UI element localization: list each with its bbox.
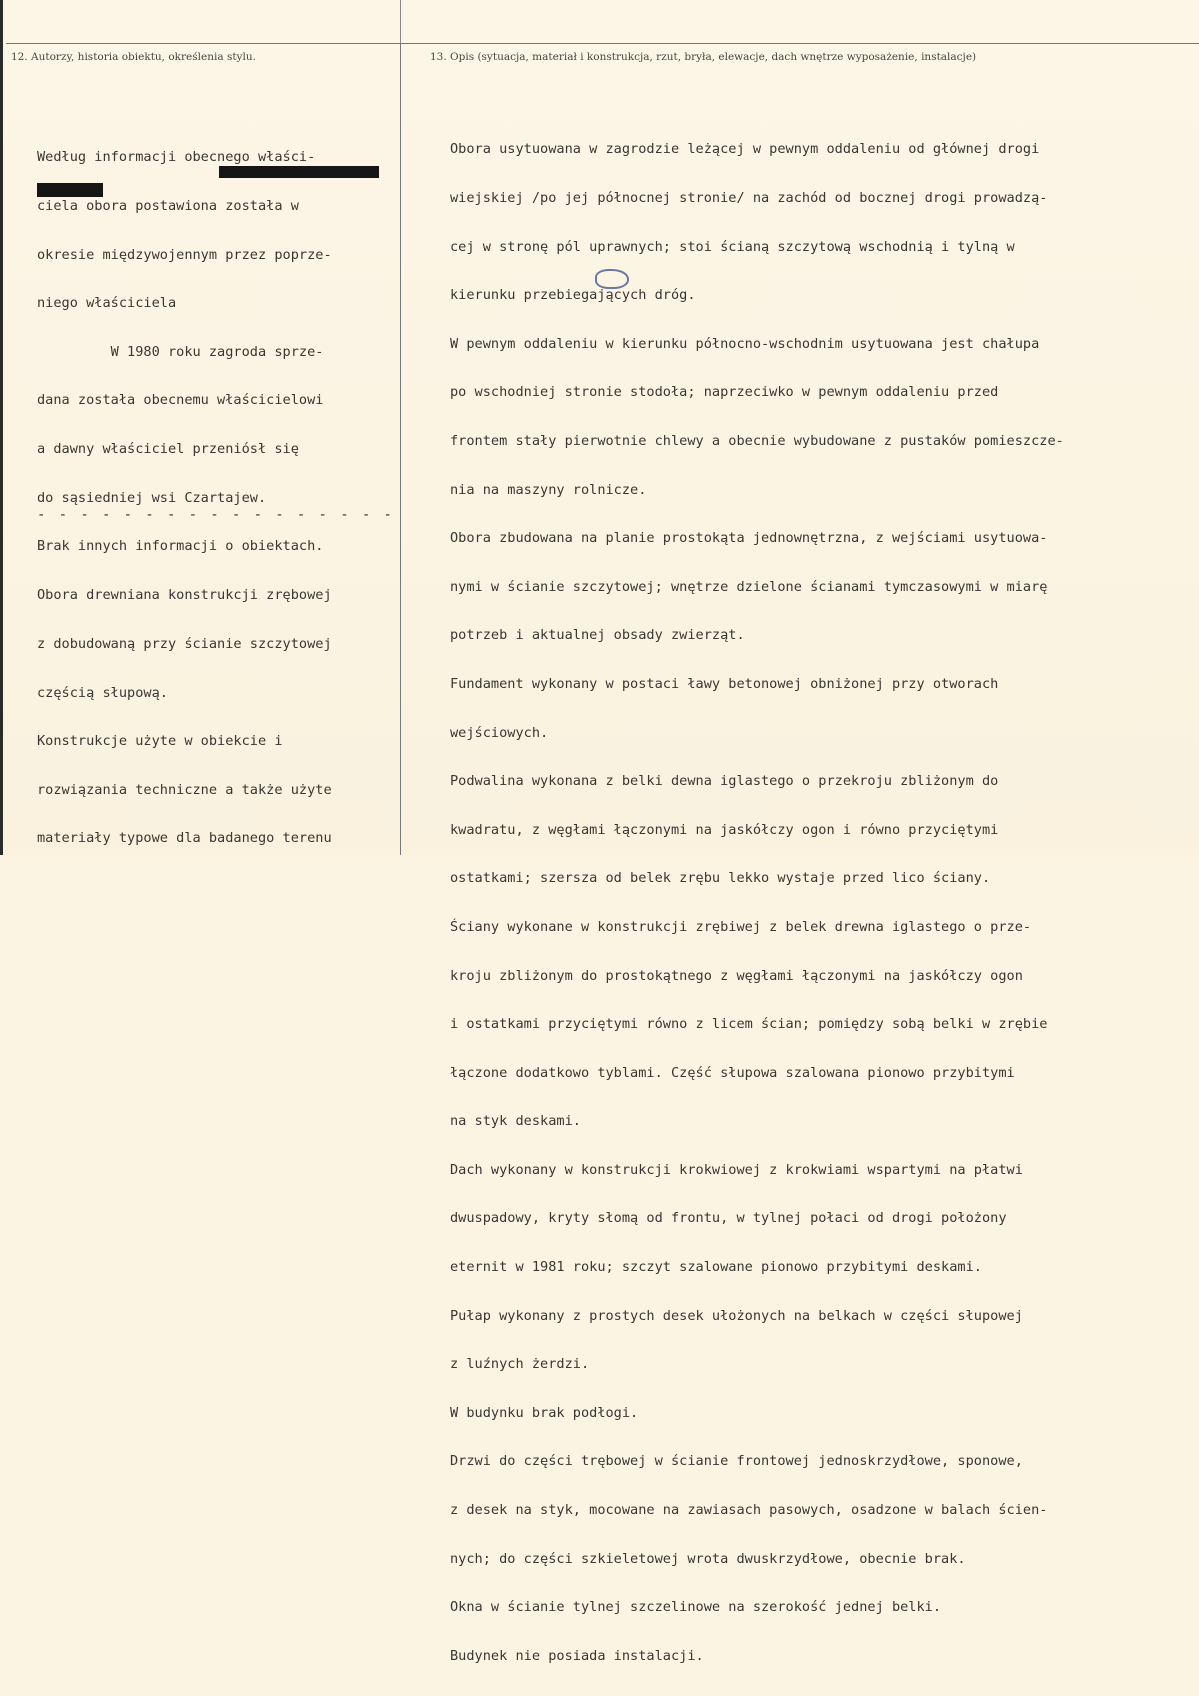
description-line: Obora zbudowana na planie prostokąta jednownętrzna, z wejściami usytuowa- xyxy=(450,530,1048,547)
history-line: okresie międzywojennym przez poprze- xyxy=(37,246,332,263)
style-line: z dobudowaną przy ścianie szczytowej xyxy=(37,636,332,652)
section-12-heading: 12. Autorzy, historia obiektu, określenia stylu. xyxy=(11,51,256,63)
history-line: W 1980 roku zagroda sprze- xyxy=(37,343,324,360)
section-divider: - - - - - - - - - - - - - - - - - xyxy=(37,507,395,523)
description-line: W pewnym oddaleniu w kierunku północno-wschodnim usytuowana jest chałupa xyxy=(450,335,1040,352)
redaction-bar xyxy=(219,166,379,178)
description-line: ostatkami; szersza od belek zrębu lekko wystaje przed lico ściany. xyxy=(450,870,991,887)
description-line: z luźnych żerdzi. xyxy=(450,1356,590,1373)
description-line: łączone dodatkowo tyblami. Część słupowa szalowana pionowo przybitymi xyxy=(450,1064,1015,1081)
history-line: Według informacji obecnego właści- xyxy=(37,149,316,166)
description-line: nymi w ścianie szczytowej; wnętrze dzielone ścianami tymczasowymi w miarę xyxy=(450,578,1048,595)
redaction-bar xyxy=(37,183,103,197)
description-line: Budynek nie posiada instalacji. xyxy=(450,1647,704,1664)
description-line: W budynku brak podłogi. xyxy=(450,1404,639,1421)
description-line: kwadratu, z węgłami łączonymi na jaskółczy ogon i równo przyciętymi xyxy=(450,821,999,838)
description-line: cej w stronę pól uprawnych; stoi ścianą szczytową wschodnią i tylną w xyxy=(450,238,1015,255)
column-divider xyxy=(400,43,401,855)
description-line: po wschodniej stronie stodoła; naprzeciwko w pewnym oddaleniu przed xyxy=(450,384,999,401)
history-line: do sąsiedniej wsi Czartajew. xyxy=(37,489,267,506)
history-line: Brak innych informacji o obiektach. xyxy=(37,538,324,555)
description-line: nych; do części szkieletowej wrota dwuskrzydłowe, obecnie brak. xyxy=(450,1550,966,1567)
description-line: kroju zbliżonym do prostokątnego z węgłami łączonymi na jaskółczy ogon xyxy=(450,967,1023,984)
description-line: Drzwi do części trębowej w ścianie frontowej jednoskrzydłowe, sponowe, xyxy=(450,1453,1023,1470)
history-line: ciela obora postawiona została w xyxy=(37,198,299,214)
description-line: dwuspadowy, kryty słomą od frontu, w tylnej połaci od drogi położony xyxy=(450,1210,1007,1227)
style-line: Konstrukcje użyte w obiekcie i xyxy=(37,733,283,750)
description-line: Obora usytuowana w zagrodzie leżącej w pewnym oddaleniu od głównej drogi xyxy=(450,141,1040,158)
description-line: frontem stały pierwotnie chlewy a obecnie wybudowane z pustaków pomieszcze- xyxy=(450,432,1064,449)
description-line: Pułap wykonany z prostych desek ułożonych na belkach w części słupowej xyxy=(450,1307,1023,1324)
section-13-heading: 13. Opis (sytuacja, materiał i konstrukcja, rzut, bryła, elewacje, dach wnętrze wyposażenie, instalacje) xyxy=(430,51,977,63)
description-line: potrzeb i aktualnej obsady zwierząt. xyxy=(450,627,745,644)
column-divider-top xyxy=(400,0,401,43)
style-text xyxy=(37,555,332,879)
style-line: rozwiązania techniczne a także użyte xyxy=(37,781,332,798)
style-line: materiały typowe dla badanego terenu xyxy=(37,830,332,847)
ink-correction-mark xyxy=(595,269,629,289)
description-line: wiejskiej /po jej północnej stronie/ na zachód od bocznej drogi prowadzą- xyxy=(450,190,1048,206)
history-line: niego właściciela xyxy=(37,295,177,312)
description-line: wejściowych. xyxy=(450,724,549,741)
description-line: Dach wykonany w konstrukcji krokwiowej z krokwiami wspartymi na płatwi xyxy=(450,1161,1023,1178)
description-line: kierunku przebiegających dróg. xyxy=(450,287,696,304)
history-line: dana została obecnemu właścicielowi xyxy=(37,392,324,409)
header-rule xyxy=(6,43,1199,44)
description-line: na styk deskami. xyxy=(450,1113,581,1130)
history-line: a dawny właściciel przeniósł się xyxy=(37,440,299,457)
description-line: Okna w ścianie tylnej szczelinowe na szerokość jednej belki. xyxy=(450,1599,942,1616)
description-line: i ostatkami przyciętymi równo z licem ścian; pomiędzy sobą belki w zrębie xyxy=(450,1016,1048,1033)
description-line: eternit w 1981 roku; szczyt szalowane pionowo przybitymi deskami. xyxy=(450,1259,982,1276)
description-text xyxy=(450,109,1064,1696)
style-line: Obora drewniana konstrukcji zrębowej xyxy=(37,587,332,604)
description-line: Ściany wykonane w konstrukcji zrębiwej z belek drewna iglastego o prze- xyxy=(450,918,1032,935)
description-line: Podwalina wykonana z belki dewna iglastego o przekroju zbliżonym do xyxy=(450,773,999,790)
description-line: Fundament wykonany w postaci ławy betonowej obniżonej przy otworach xyxy=(450,675,999,692)
description-line: z desek na styk, mocowane na zawiasach pasowych, osadzone w balach ścien- xyxy=(450,1502,1048,1519)
style-line: częścią słupową. xyxy=(37,684,168,701)
description-line: nia na maszyny rolnicze. xyxy=(450,481,647,498)
